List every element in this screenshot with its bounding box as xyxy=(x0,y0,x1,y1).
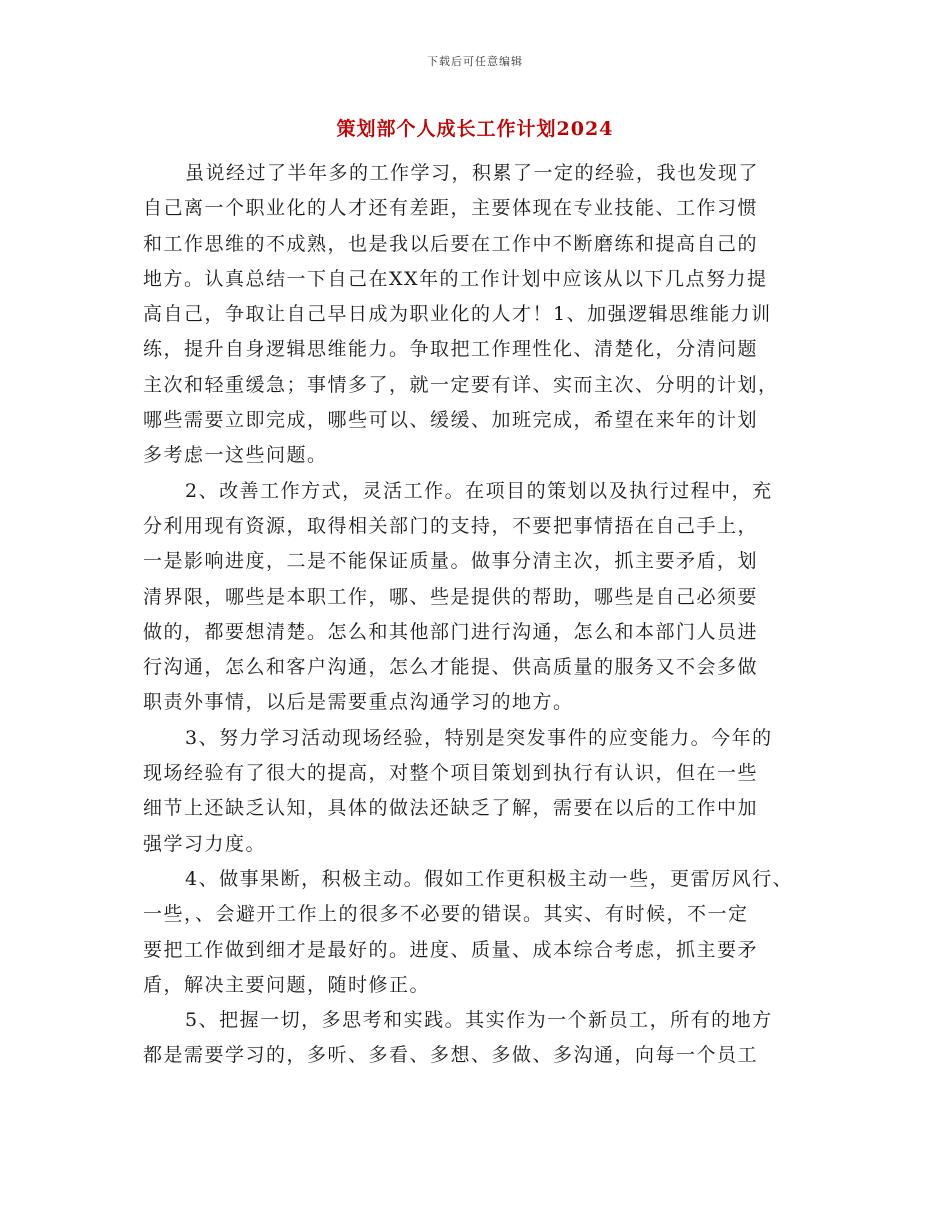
text-line: 细节上还缺乏认知，具体的做法还缺乏了解，需要在以后的工作中加 xyxy=(143,797,759,820)
text-line: 自己离一个职业化的人才还有差距，主要体现在专业技能、工作习惯 xyxy=(143,197,759,220)
text-line: 都是需要学习的，多听、多看、多想、多做、多沟通，向每一个员工 xyxy=(143,1044,759,1067)
text-line: 分利用现有资源，取得相关部门的支持，不要把事情捂在自己手上， xyxy=(143,514,759,537)
text-line: 一些，、会避开工作上的很多不必要的错误。其实、有时候，不一定 xyxy=(143,903,749,926)
text-line: 多考虑一这些问题。 xyxy=(143,444,328,467)
text-line: 职责外事情，以后是需要重点沟通学习的地方。 xyxy=(143,691,574,714)
text-line: 高自己，争取让自己早日成为职业化的人才！1、加强逻辑思维能力训 xyxy=(143,303,772,326)
text-line: 哪些需要立即完成，哪些可以、缓缓、加班完成，希望在来年的计划 xyxy=(143,409,759,432)
text-line: 现场经验有了很大的提高，对整个项目策划到执行有认识，但在一些 xyxy=(143,762,759,785)
text-line: 要把工作做到细才是最好的。进度、质量、成本综合考虑，抓主要矛 xyxy=(143,938,759,961)
text-line: 一是影响进度，二是不能保证质量。做事分清主次，抓主要矛盾，划 xyxy=(143,550,759,573)
paragraph-5 xyxy=(143,1003,808,1074)
document-body xyxy=(143,156,808,1074)
text-line: 2、改善工作方式，灵活工作。在项目的策划以及执行过程中，充 xyxy=(185,479,773,502)
text-line: 4、做事果断，积极主动。假如工作更积极主动一些，更雷厉风行、 xyxy=(185,867,794,890)
text-line: 5、把握一切，多思考和实践。其实作为一个新员工，所有的地方 xyxy=(185,1009,773,1032)
text-line: 盾，解决主要问题，随时修正。 xyxy=(143,973,431,996)
text-line: 练，提升自身逻辑思维能力。争取把工作理性化、清楚化，分清问题 xyxy=(143,338,759,361)
paragraph-2 xyxy=(143,474,808,721)
text-line: 行沟通，怎么和客户沟通，怎么才能提、供高质量的服务又不会多做 xyxy=(143,656,759,679)
paragraph-1 xyxy=(143,156,808,474)
text-line: 和工作思维的不成熟，也是我以后要在工作中不断磨练和提高自己的 xyxy=(143,232,759,255)
text-line: 虽说经过了半年多的工作学习，积累了一定的经验，我也发现了 xyxy=(185,162,760,184)
text-line: 做的，都要想清楚。怎么和其他部门进行沟通，怎么和本部门人员进 xyxy=(143,620,759,643)
text-line: 地方。认真总结一下自己在XX年的工作计划中应该从以下几点努力提 xyxy=(143,267,768,290)
text-line: 主次和轻重缓急；事情多了，就一定要有详、实而主次、分明的计划， xyxy=(143,373,779,396)
paragraph-3 xyxy=(143,721,808,862)
text-line: 清界限，哪些是本职工作，哪、些是提供的帮助，哪些是自己必须要 xyxy=(143,585,759,608)
text-line: 3、努力学习活动现场经验，特别是突发事件的应变能力。今年的 xyxy=(185,726,773,749)
document-title: 策划部个人成长工作计划2024 xyxy=(336,118,614,140)
text-line: 强学习力度。 xyxy=(143,832,267,855)
paragraph-4 xyxy=(143,862,808,1003)
page-header-note: 下载后可任意编辑 xyxy=(427,55,523,68)
